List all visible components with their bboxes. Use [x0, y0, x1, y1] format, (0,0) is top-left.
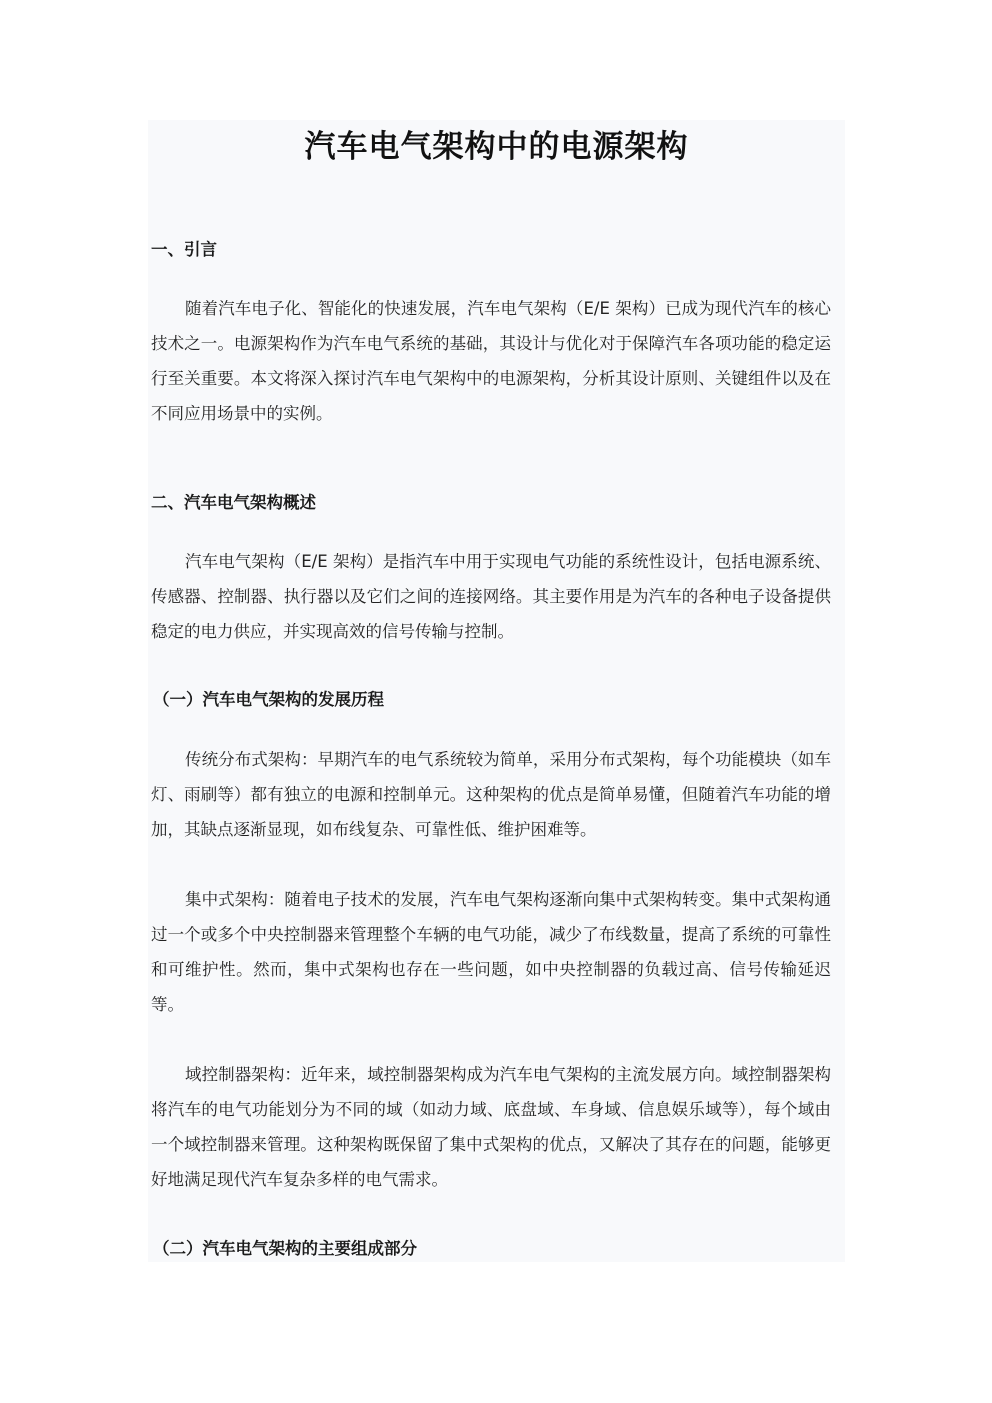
- subsection-heading-development-history: （一）汽车电气架构的发展历程: [153, 690, 384, 709]
- section-heading-ee-architecture-overview: 二、汽车电气架构概述: [151, 493, 316, 512]
- introduction-paragraph: 随着汽车电子化、智能化的快速发展，汽车电气架构（E/E 架构）已成为现代汽车的核心技术之一。电源架构作为汽车电气系统的基础，其设计与优化对于保障汽车各项功能的稳定运行至关重要。本文将深入探讨汽车电气架构中的电源架构，分析其设计原则、关键组件以及在不同应用场景中的实例。: [151, 299, 831, 423]
- paragraph-centralized-architecture: 集中式架构：随着电子技术的发展，汽车电气架构逐渐向集中式架构转变。集中式架构通过一个或多个中央控制器来管理整个车辆的电气功能，减少了布线数量，提高了系统的可靠性和可维护性。然而，集中式架构也存在一些问题，如中央控制器的负载过高、信号传输延迟等。: [151, 890, 831, 1014]
- ee-architecture-overview-paragraph: 汽车电气架构（E/E 架构）是指汽车中用于实现电气功能的系统性设计，包括电源系统、传感器、控制器、执行器以及它们之间的连接网络。其主要作用是为汽车的各种电子设备提供稳定的电力供应，并实现高效的信号传输与控制。: [151, 552, 831, 641]
- subsection-heading-main-components: （二）汽车电气架构的主要组成部分: [153, 1239, 417, 1258]
- paragraph-distributed-architecture: 传统分布式架构：早期汽车的电气系统较为简单，采用分布式架构，每个功能模块（如车灯、雨刷等）都有独立的电源和控制单元。这种架构的优点是简单易懂，但随着汽车功能的增加，其缺点逐渐显现，如布线复杂、可靠性低、维护困难等。: [151, 750, 831, 839]
- section-heading-introduction: 一、引言: [151, 240, 217, 259]
- paragraph-domain-controller-architecture: 域控制器架构：近年来，域控制器架构成为汽车电气架构的主流发展方向。域控制器架构将汽车的电气功能划分为不同的域（如动力域、底盘域、车身域、信息娱乐域等），每个域由一个域控制器来管理。这种架构既保留了集中式架构的优点，又解决了其存在的问题，能够更好地满足现代汽车复杂多样的电气需求。: [151, 1065, 831, 1189]
- document-title: 汽车电气架构中的电源架构: [304, 129, 689, 165]
